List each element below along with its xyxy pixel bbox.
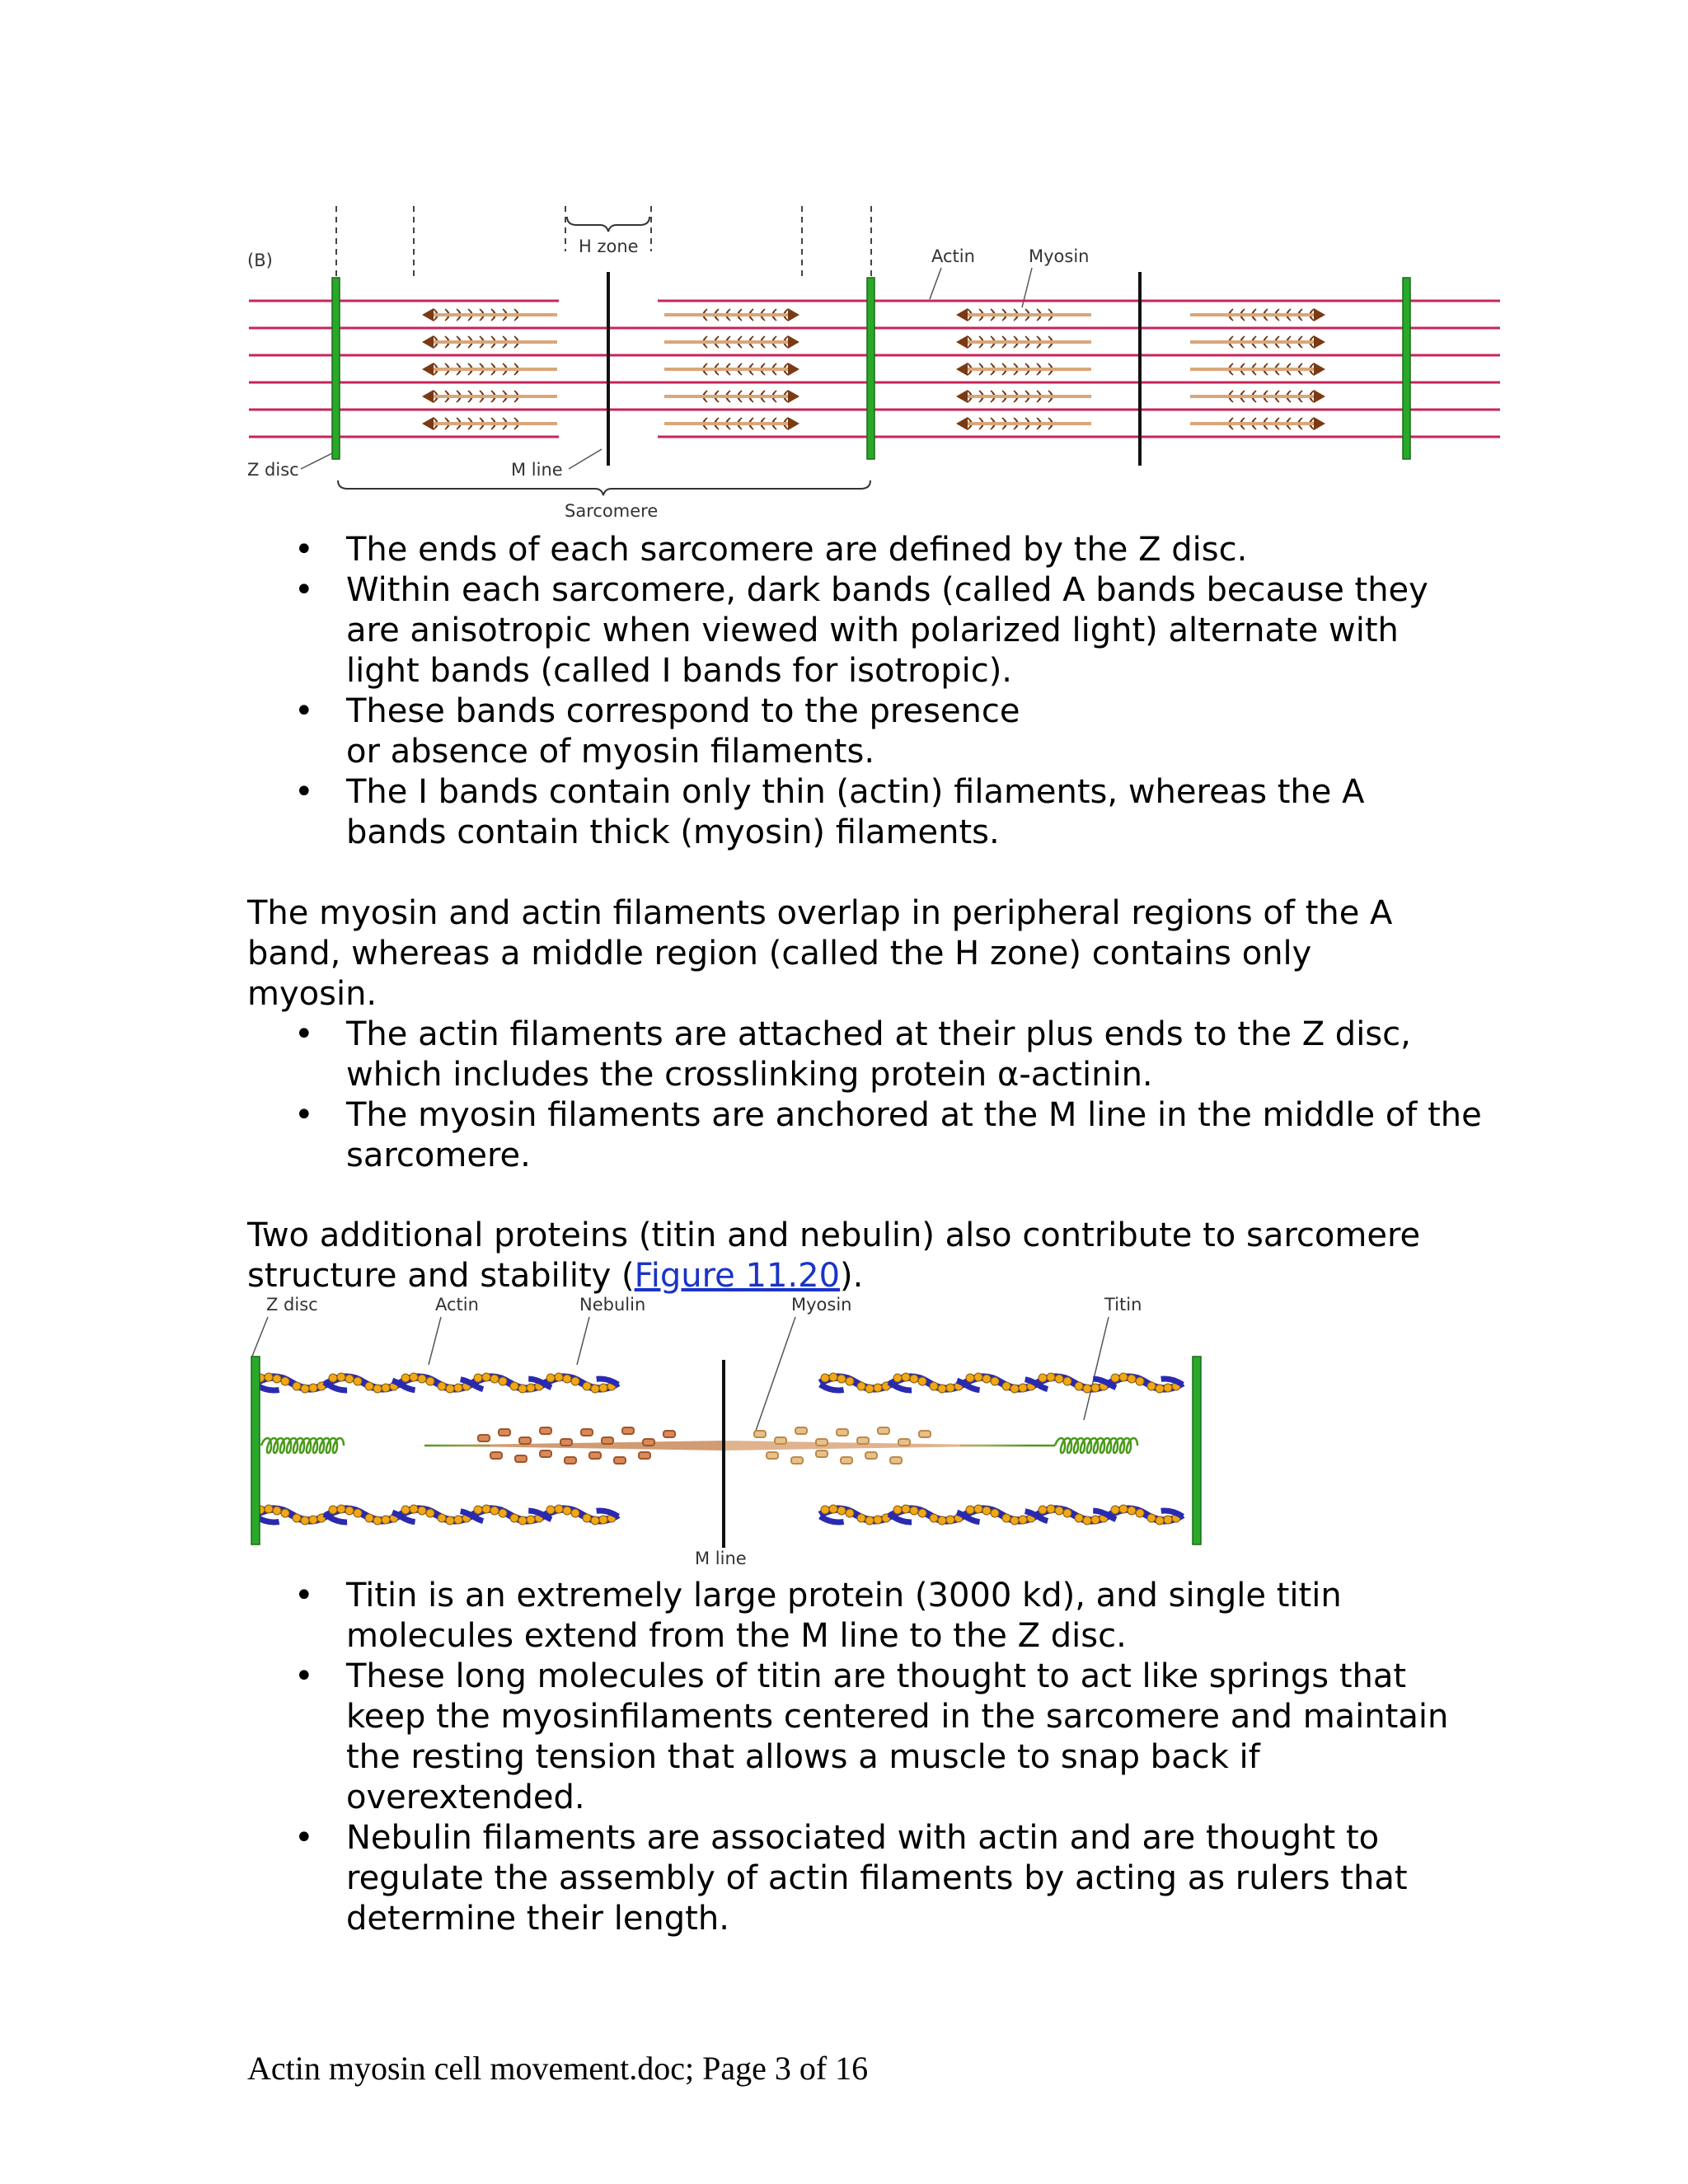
h-zone-bracket	[567, 217, 649, 232]
m-line-label: M line	[695, 1549, 747, 1568]
m-line-label: M line	[511, 460, 563, 480]
list-item: • The ends of each sarcomere are defined by the Z disc.	[247, 530, 1484, 570]
sarcomere-figure	[239, 202, 1508, 527]
z-disc-label: Z disc	[247, 460, 299, 480]
list-item: • These long molecules of titin are thought to act like springs that keep the myosinfilaments centered in the sarcomere and maintain the resting tension that allows a muscle to snap back if overextended.	[247, 1657, 1484, 1818]
z-disc-label: Z disc	[266, 1295, 318, 1315]
panel-label: (B)	[247, 251, 273, 270]
list-item: • These bands correspond to the presence or absence of myosin filaments.	[247, 691, 1484, 772]
myosin-label: Myosin	[791, 1295, 852, 1315]
paragraph: The myosin and actin filaments overlap in peripheral regions of the A band, whereas a middle region (called the H zone) contains only myosin.	[247, 894, 1393, 1013]
actin-label: Actin	[931, 246, 975, 266]
list-item: • Titin is an extremely large protein (3000 kd), and single titin molecules extend from the M line to the Z disc.	[247, 1576, 1484, 1657]
list-item: • Within each sarcomere, dark bands (called A bands because they are anisotropic when viewed with polarized light) alternate with light bands (called I bands for isotropic).	[247, 570, 1484, 691]
section-1	[247, 530, 1484, 853]
myosin-label: Myosin	[1029, 246, 1090, 266]
myosin-filaments-1	[422, 308, 799, 430]
section-3	[247, 1216, 1484, 1296]
actin-filament	[820, 1373, 1183, 1393]
titin-spring	[1055, 1438, 1137, 1453]
figure-11-20-link[interactable]: Figure 11.20	[634, 1257, 841, 1295]
page-footer: Actin myosin cell movement.doc; Page 3 of 16	[247, 2050, 869, 2087]
paragraph-text: Two additional proteins (titin and nebulin) also contribute to sarcomere structure and stability (	[247, 1216, 1421, 1295]
sarcomere-bracket	[338, 480, 870, 495]
list-item: • Nebulin filaments are associated with actin and are thought to regulate the assembly of actin filaments by acting as rulers that determine their length.	[247, 1818, 1484, 1939]
titin-spring	[261, 1438, 344, 1453]
titin-nebulin-figure	[243, 1292, 1216, 1572]
actin-filament	[256, 1373, 618, 1393]
list-item: • The I bands contain only thin (actin) filaments, whereas the A bands contain thick (myosin) filaments.	[247, 772, 1484, 853]
h-zone-label: H zone	[579, 237, 639, 256]
paragraph	[247, 1216, 1484, 1296]
actin-filament	[820, 1505, 1183, 1525]
nebulin-label: Nebulin	[579, 1295, 646, 1315]
section-4	[247, 1576, 1484, 1939]
sarcomere-label: Sarcomere	[565, 501, 659, 521]
list-item: • The myosin filaments are anchored at the M line in the middle of the sarcomere.	[247, 1095, 1484, 1176]
titin-label: Titin	[1104, 1295, 1142, 1315]
paragraph-text-end: ).	[840, 1257, 864, 1295]
actin-label: Actin	[435, 1295, 479, 1315]
list-item: • The actin filaments are attached at their plus ends to the Z disc, which includes the crosslinking protein α-actinin.	[247, 1015, 1484, 1095]
section-2	[247, 893, 1484, 1176]
actin-filament	[256, 1505, 618, 1525]
